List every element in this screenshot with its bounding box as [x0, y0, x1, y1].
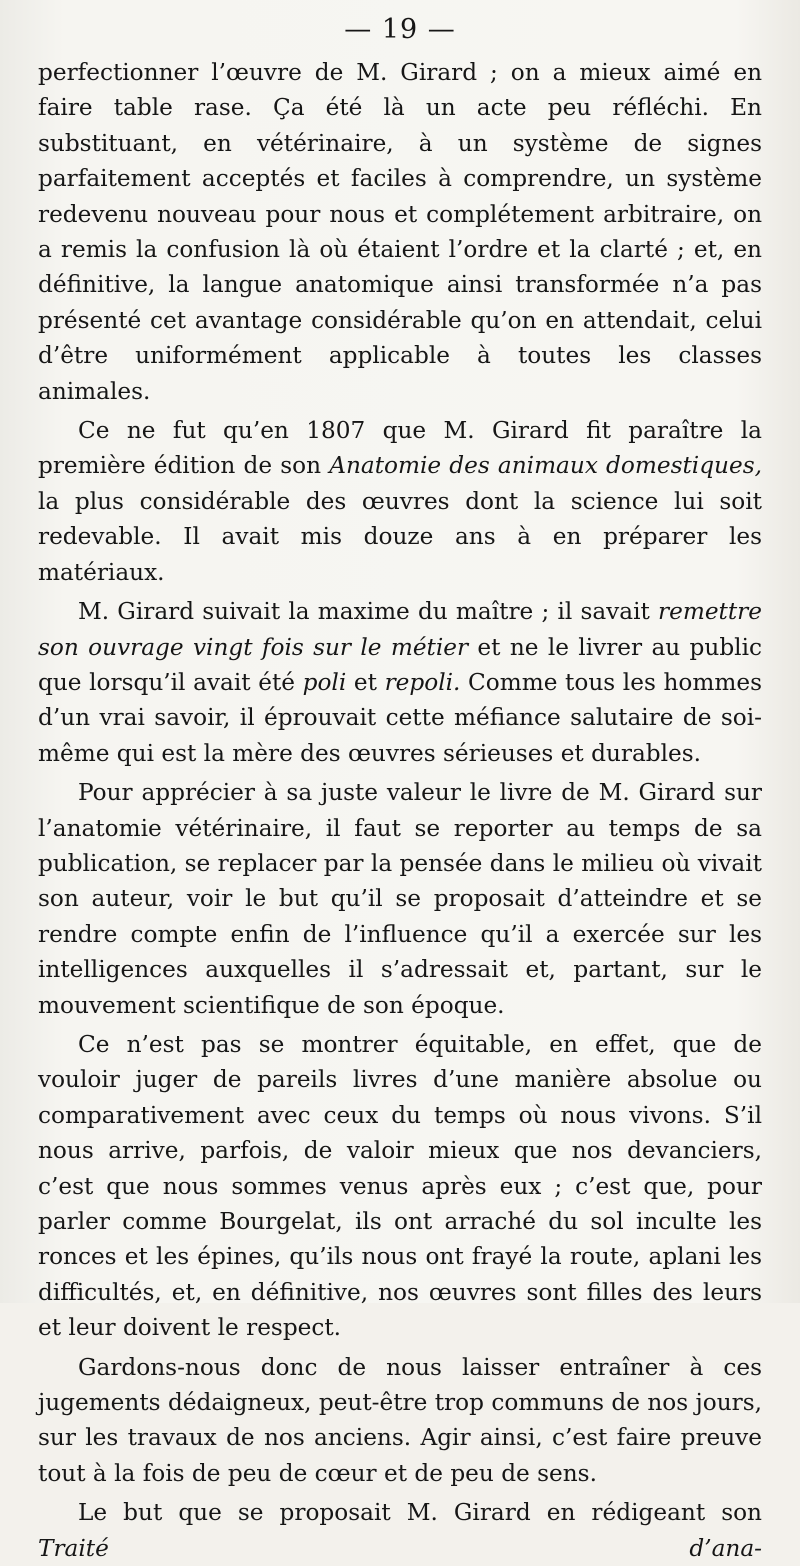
paragraph-text: la plus considérable des œuvres dont la science lui soit redevable. Il avait mis douze ans à en préparer les matériaux.: [38, 487, 762, 586]
book-title-italic: Traité d’ana-: [38, 1534, 762, 1562]
paragraph-text: et ne le livrer au public que lorsqu’il avait été: [38, 633, 762, 696]
paragraph-text: et: [346, 668, 385, 696]
paragraph-4: [38, 775, 762, 1023]
paragraph-6: [38, 1350, 762, 1492]
paragraph-text: perfectionner l’œuvre de M. Girard ; on a mieux aimé en faire table rase. Ça été là un acte peu réfléchi. En substituant, en vétérinaire, à un système de signes parfaitement acceptés et faciles à comprendre, un système redevenu nouveau pour nous et complétement arbitraire, on a remis la confusion là où étaient l’ordre et la clarté ; et, en définitive, la langue anatomique ainsi transformée n’a pas présenté cet avantage considérable qu’on en attendait, celui d’être uniformément applicable à toutes les classes animales.: [38, 59, 762, 405]
paragraph-text: Ce ne fut qu’en 1807 que M. Girard fit paraître la première édition de son: [38, 417, 762, 480]
quotation-italic: remettre son ouvrage vingt fois sur le métier: [38, 598, 762, 661]
paragraph-text: Comme tous les hommes d’un vrai savoir, il éprouvait cette méfiance salutaire de soi-même qui est la mère des œuvres sérieuses et durables.: [38, 668, 762, 767]
emphasis-italic: repoli.: [384, 668, 461, 696]
paragraph-1: [38, 55, 762, 409]
paragraph-text: Le but que se proposait M. Girard en rédigeant son: [78, 1499, 762, 1527]
paragraph-text: Gardons-nous donc de nous laisser entraîner à ces jugements dédaigneux, peut-être trop communs de nos jours, sur les travaux de nos anciens. Agir ainsi, c’est faire preuve tout à la fois de peu de cœur et de peu de sens.: [38, 1353, 762, 1487]
paragraph-2: [38, 413, 762, 590]
emphasis-italic: poli: [302, 668, 347, 696]
paragraph-7: [38, 1495, 762, 1566]
page-number: — 19 —: [344, 14, 456, 45]
paragraph-text: M. Girard suivait la maxime du maître ; il savait: [78, 598, 659, 626]
paragraph-3: [38, 594, 762, 771]
book-title-italic: Anatomie des animaux domestiques,: [329, 452, 762, 480]
paragraph-text: Ce n’est pas se montrer équitable, en effet, que de vouloir juger de pareils livres d’une manière absolue ou comparativement avec ceux du temps où nous vivons. S’il nous arrive, parfois, de valoir mieux que nos devanciers, c’est que nous sommes venus après eux ; c’est que, pour parler comme Bourgelat, ils ont arraché du sol inculte les ronces et les épines, qu’ils nous ont frayé la route, aplani les difficultés, et, en définitive, nos œuvres sont filles des leurs et leur doivent le respect.: [38, 1030, 762, 1342]
paragraph-5: [38, 1027, 762, 1346]
paragraph-text: Pour apprécier à sa juste valeur le livre de M. Girard sur l’anatomie vétérinaire, il faut se reporter au temps de sa publication, se replacer par la pensée dans le milieu où vivait son auteur, voir le but qu’il se proposait d’atteindre et se rendre compte enfin de l’influence qu’il a exercée sur les intelligences auxquelles il s’adressait et, partant, sur le mouvement scientifique de son époque.: [38, 779, 762, 1019]
